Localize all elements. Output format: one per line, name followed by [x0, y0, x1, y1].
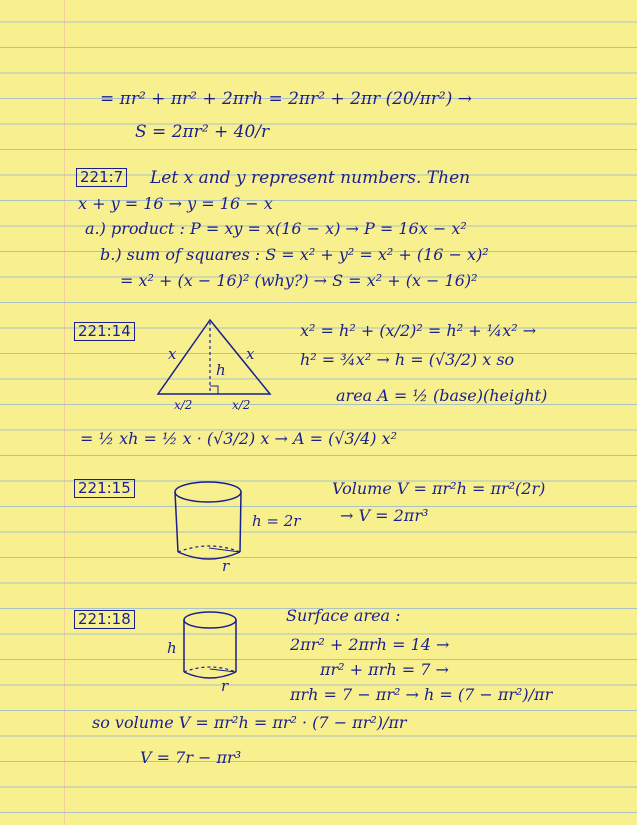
p1-b: b.) sum of squares : S = x² + y² = x² + (16 − x)² [100, 245, 489, 264]
problem-label-221-15: 221:15 [74, 479, 135, 498]
p4-r1: Surface area : [286, 606, 401, 625]
p2-r1: x² = h² + (x/2)² = h² + ¼x² → [300, 321, 537, 340]
p2-r4: = ½ xh = ½ x · (√3/2) x → A = (√3/4) x² [80, 429, 398, 448]
p1-intro: Let x and y represent numbers. Then [150, 168, 471, 188]
triangle-label-half-left: x/2 [174, 398, 193, 412]
p1-b2: = x² + (x − 16)² (why?) → S = x² + (x − 16)² [120, 271, 478, 290]
cylinder2-radius-label: r [221, 677, 229, 695]
triangle-label-x-left: x [168, 345, 177, 363]
problem-label-221-18: 221:18 [74, 610, 135, 629]
triangle-label-h: h [216, 361, 226, 379]
eq-line-2: S = 2πr² + 40/r [135, 122, 270, 142]
cylinder-figure-2 [180, 608, 250, 690]
cylinder1-height-label: h = 2r [252, 512, 301, 530]
p2-r3: area A = ½ (base)(height) [336, 386, 548, 405]
p4-r6: V = 7r − πr³ [140, 748, 242, 767]
eq-line-1: = πr² + πr² + 2πrh = 2πr² + 2πr (20/πr²) → [100, 89, 472, 109]
p4-r2: 2πr² + 2πrh = 14 → [290, 635, 450, 654]
p4-r4: πrh = 7 − πr² → h = (7 − πr²)/πr [290, 685, 553, 704]
cylinder2-height-label: h [167, 639, 177, 657]
p4-r5: so volume V = πr²h = πr² · (7 − πr²)/πr [92, 713, 407, 732]
p4-r3: πr² + πrh = 7 → [320, 660, 449, 679]
triangle-label-half-right: x/2 [232, 398, 251, 412]
triangle-figure [150, 318, 280, 423]
p1-eq1: x + y = 16 → y = 16 − x [78, 194, 273, 213]
problem-label-221-7: 221:7 [76, 168, 127, 187]
p1-a: a.) product : P = xy = x(16 − x) → P = 16x − x² [85, 219, 467, 238]
triangle-label-x-right: x [246, 345, 255, 363]
cylinder1-radius-label: r [222, 557, 230, 575]
p3-r2: → V = 2πr³ [340, 506, 429, 525]
p3-r1: Volume V = πr²h = πr²(2r) [332, 479, 546, 498]
problem-label-221-14: 221:14 [74, 322, 135, 341]
margin-line [64, 0, 65, 825]
cylinder-figure-1 [172, 478, 252, 568]
p2-r2: h² = ¾x² → h = (√3/2) x so [300, 350, 515, 369]
